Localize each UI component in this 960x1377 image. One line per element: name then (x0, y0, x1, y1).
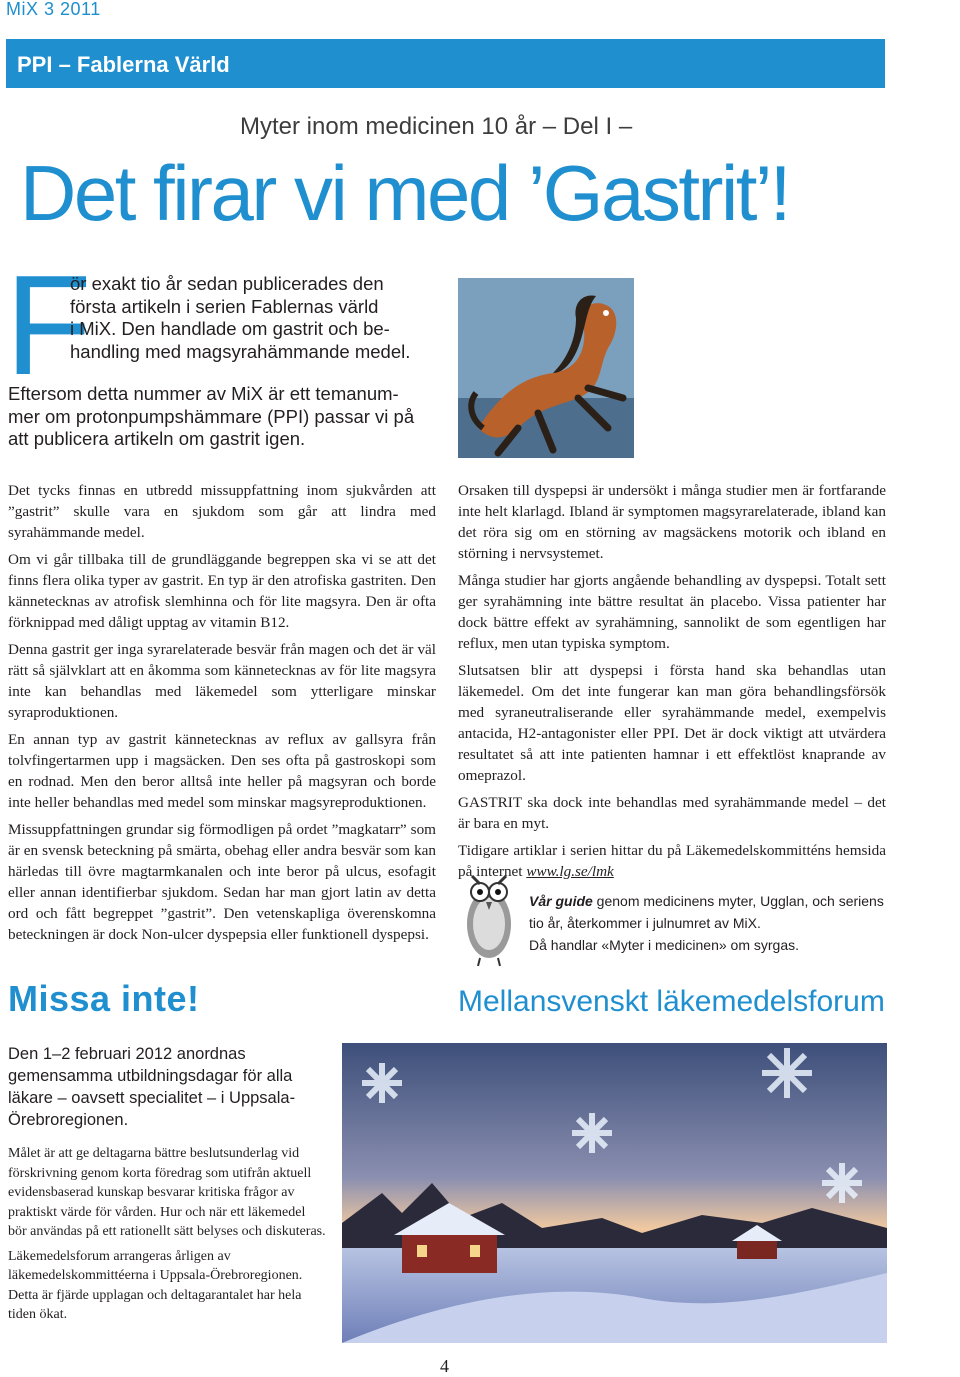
right-column (458, 480, 886, 888)
paragraph-text: Tidigare artiklar i serien hittar du på Läkemedelskommitténs hemsida på internet (458, 842, 886, 880)
paragraph: Denna gastrit ger inga syrarelaterade besvär från magen och det är väl rätt så självklart att en åkomma som kännetecknas av för lite magsyra inte kan behandlas med läkemedel som ytterligare minskar syraproduktionen. (8, 641, 436, 721)
left-column (8, 480, 436, 951)
article-headline: Det firar vi med ’Gastrit’! (20, 149, 789, 237)
drop-cap: F (5, 246, 92, 405)
lead-line: handling med magsyrahämmande medel. (70, 340, 411, 362)
paragraph-with-link (458, 840, 886, 882)
guide-bold: Vår guide (529, 893, 593, 909)
paragraph: Många studier har gjorts angående behandling av dyspepsi. Totalt sett ger syrahämning inte bättre resultat än placebo. Vissa patienter har dock bättre effekt av syrahämning, sannolikt de som egentligen har reflux, men utan typiska symptom. (458, 572, 886, 652)
paragraph: Det tycks finnas en utbredd missuppfattning inom sjukvården att ”gastrit” skulle vara en sjukdom som går att lindra med syrahämmande medel. (8, 482, 436, 541)
banner-title: PPI – Fablerna Värld (17, 52, 230, 77)
paragraph: Slutsatsen blir att dyspepsi i första hand ska behandlas utan läkemedel. Om det inte fungerar kan man göra behandlingsförsök med syraneutraliserande eller syrahämmande medel, exempelvis antacida, H2-antagonister eller PPI. Det är dock viktigt att utvärdera resultatet så att inte patienten hamnar i ett effektlöst knaprande av omeprazol. (458, 662, 886, 784)
lead-line: i MiX. Den handlade om gastrit och be- (70, 318, 390, 339)
paragraph: Missuppfattningen grundar sig förmodligen på ordet ”magkatarr” som är en svensk beteckning på smärta, obehag eller andra besvär som kan härledas till övre magtarmkanalen och inte beror på ulcus, esofagit eller annan identifierbar sjukdom. Sedan har man gjort latin av detta ord och fått begreppet ”gastrit”. Den vetenskapliga överenskomna beteckningen är dock Non-ulcer dyspepsia eller funktionell dyspepsi. (8, 821, 436, 943)
lead-line: ör exakt tio år sedan publicerades den (70, 273, 384, 294)
page-number: 4 (440, 1356, 449, 1376)
guide-line: Då handlar «Myter i medicinen» om syrgas. (529, 937, 800, 953)
lead-rest (8, 383, 450, 451)
forum-body (8, 1144, 326, 1330)
winter-landscape-photo (342, 1043, 887, 1343)
paragraph: GASTRIT ska dock inte behandlas med syrahämmande medel – det är bara en myt. (458, 794, 886, 832)
lead-line: första artikeln i serien Fablernas värld (70, 295, 379, 317)
lead-line: Eftersom detta nummer av MiX är ett temanum- (8, 383, 399, 404)
paragraph: Om vi går tillbaka till de grundläggande begreppen ska vi se att det finns flera olika typer av gastrit. En typ är den atrofiska gastriten. Den kännetecknas av atrofisk slemhinna och för lite magsyra. Den är ofta förknippad med dåligt upptag av vitamin B12. (8, 551, 436, 631)
forum-lead: Den 1–2 februari 2012 anordnas gemensamma utbildningsdagar för alla läkare – oavsett specialitet – i Uppsala-Örebroregionen. (8, 1045, 296, 1129)
paragraph: Orsaken till dyspepsi är undersökt i många studier men är fortfarande inte helt klarlagd. Ibland är symptomen magsyrarelaterade, ibland kan det röra sig om en störning av magsäckens motorik och ibland en störning i nervsystemet. (458, 482, 886, 562)
missa-inte-heading: Missa inte! (8, 978, 200, 1019)
lead-line: mer om protonpumpshämmare (PPI) passar vi på (8, 405, 415, 427)
forum-heading: Mellansvenskt läkemedelsforum (458, 985, 885, 1018)
horse-illustration (458, 278, 634, 458)
lead-line: att publicera artikeln om gastrit igen. (8, 428, 306, 449)
paragraph: Målet är att ge deltagarna bättre beslutsunderlag vid förskrivning genom korta föredrag som utifrån aktuell evidensbaserad kunskap besvarar kritiska frågor av praktiskt värde för vården. Hur och när ett läkemedel bör användas på ett rationellt sätt belyses och diskuteras. (8, 1146, 326, 1239)
issue-label: MiX 3 2011 (6, 0, 101, 19)
paragraph: Läkemedelsforum arrangeras årligen av läkemedelskommittéerna i Uppsala-Örebroregionen. Detta är fjärde upplagan och deltagarantalet har hela tiden ökat. (8, 1248, 303, 1322)
paragraph: En annan typ av gastrit kännetecknas av reflux av gallsyra från tolvfingertarmen upp i magsäcken. Den ses ofta på gastroskopi som en rodnad. Men den beror alltså inte heller på magsyran och borde inte heller behandlas med medel som minskar magsyreproduktionen. (8, 731, 436, 811)
owl-icon (458, 862, 520, 966)
article-kicker: Myter inom medicinen 10 år – Del I – (240, 113, 633, 140)
website-link[interactable]: www.lg.se/lmk (526, 863, 614, 880)
guide-line (529, 890, 889, 934)
lead-inset (70, 273, 450, 363)
guide-text: genom medicinens myter, Ugglan, och seriens tio år, återkommer i julnumret av MiX. (529, 893, 884, 931)
guide-note (529, 890, 889, 956)
